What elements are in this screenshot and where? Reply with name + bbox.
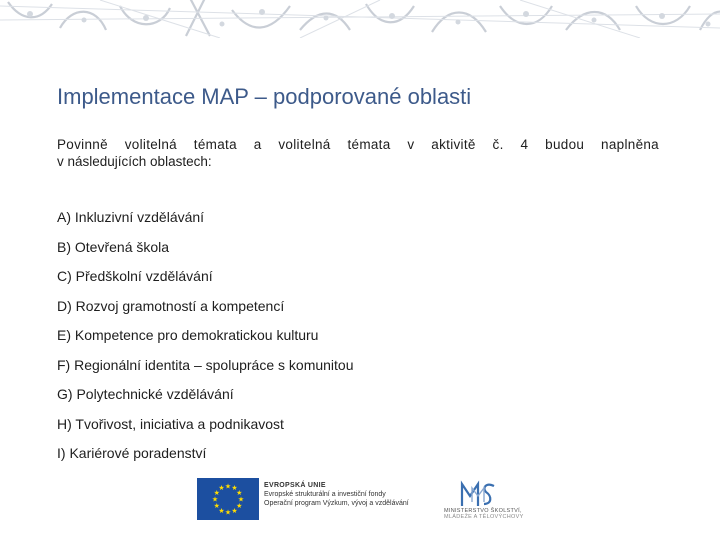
eu-star-icon: ★ [231, 484, 238, 493]
list-item: D) Rozvoj gramotností a kompetencí [57, 297, 285, 314]
eu-logo-text [264, 481, 409, 508]
intro-line-2: v následujících oblastech: [57, 154, 212, 169]
msmt-monogram-icon [458, 478, 500, 508]
list-item: I) Kariérové poradenství [57, 445, 207, 461]
ministry-subtitle: MLÁDEŽE A TĚLOVÝCHOVY [444, 514, 524, 520]
eu-star-icon: ★ [231, 506, 238, 515]
eu-star-icon: ★ [218, 484, 225, 493]
intro-paragraph [57, 136, 659, 170]
eu-star-icon: ★ [236, 502, 243, 510]
eu-flag-logo [197, 478, 259, 520]
ministry-name: MINISTERSTVO ŠKOLSTVÍ, [444, 508, 522, 514]
eu-star-icon: ★ [224, 482, 232, 491]
eu-flag-icon [197, 478, 259, 520]
list-item: C) Předškolní vzdělávání [57, 268, 213, 284]
list-item: H) Tvořivost, iniciativa a podnikavost [57, 415, 284, 432]
eu-star-icon: ★ [213, 489, 220, 497]
network-pattern-graphic [0, 0, 720, 38]
eu-star-icon: ★ [211, 495, 219, 504]
list-item: G) Polytechnické vzdělávání [57, 386, 234, 402]
eu-program-text: Operační program Výzkum, vývoj a vzdělávání [264, 500, 409, 507]
eu-star-icon: ★ [218, 506, 225, 515]
list-item: B) Otevřená škola [57, 238, 170, 255]
list-item: A) Inkluzivní vzdělávání [57, 209, 205, 225]
slide-title: Implementace MAP – podporované oblasti [57, 84, 472, 109]
eu-star-icon: ★ [224, 508, 232, 517]
eu-star-icon: ★ [236, 489, 243, 497]
list-item: F) Regionální identita – spolupráce s komunitou [57, 356, 354, 373]
eu-star-icon: ★ [213, 502, 220, 510]
areas-list [57, 207, 354, 473]
header-pattern-banner [0, 0, 720, 38]
intro-line-1: Povinně volitelná témata a volitelná témata v aktivitě č. 4 budou naplněna [57, 137, 659, 152]
ministry-logo [458, 478, 500, 508]
eu-star-icon: ★ [237, 495, 245, 504]
eu-name: EVROPSKÁ UNIE [264, 482, 326, 489]
list-item: E) Kompetence pro demokratickou kulturu [57, 327, 319, 343]
ministry-logo-text [444, 508, 524, 520]
eu-funds-text: Evropské strukturální a investiční fondy [264, 491, 386, 498]
